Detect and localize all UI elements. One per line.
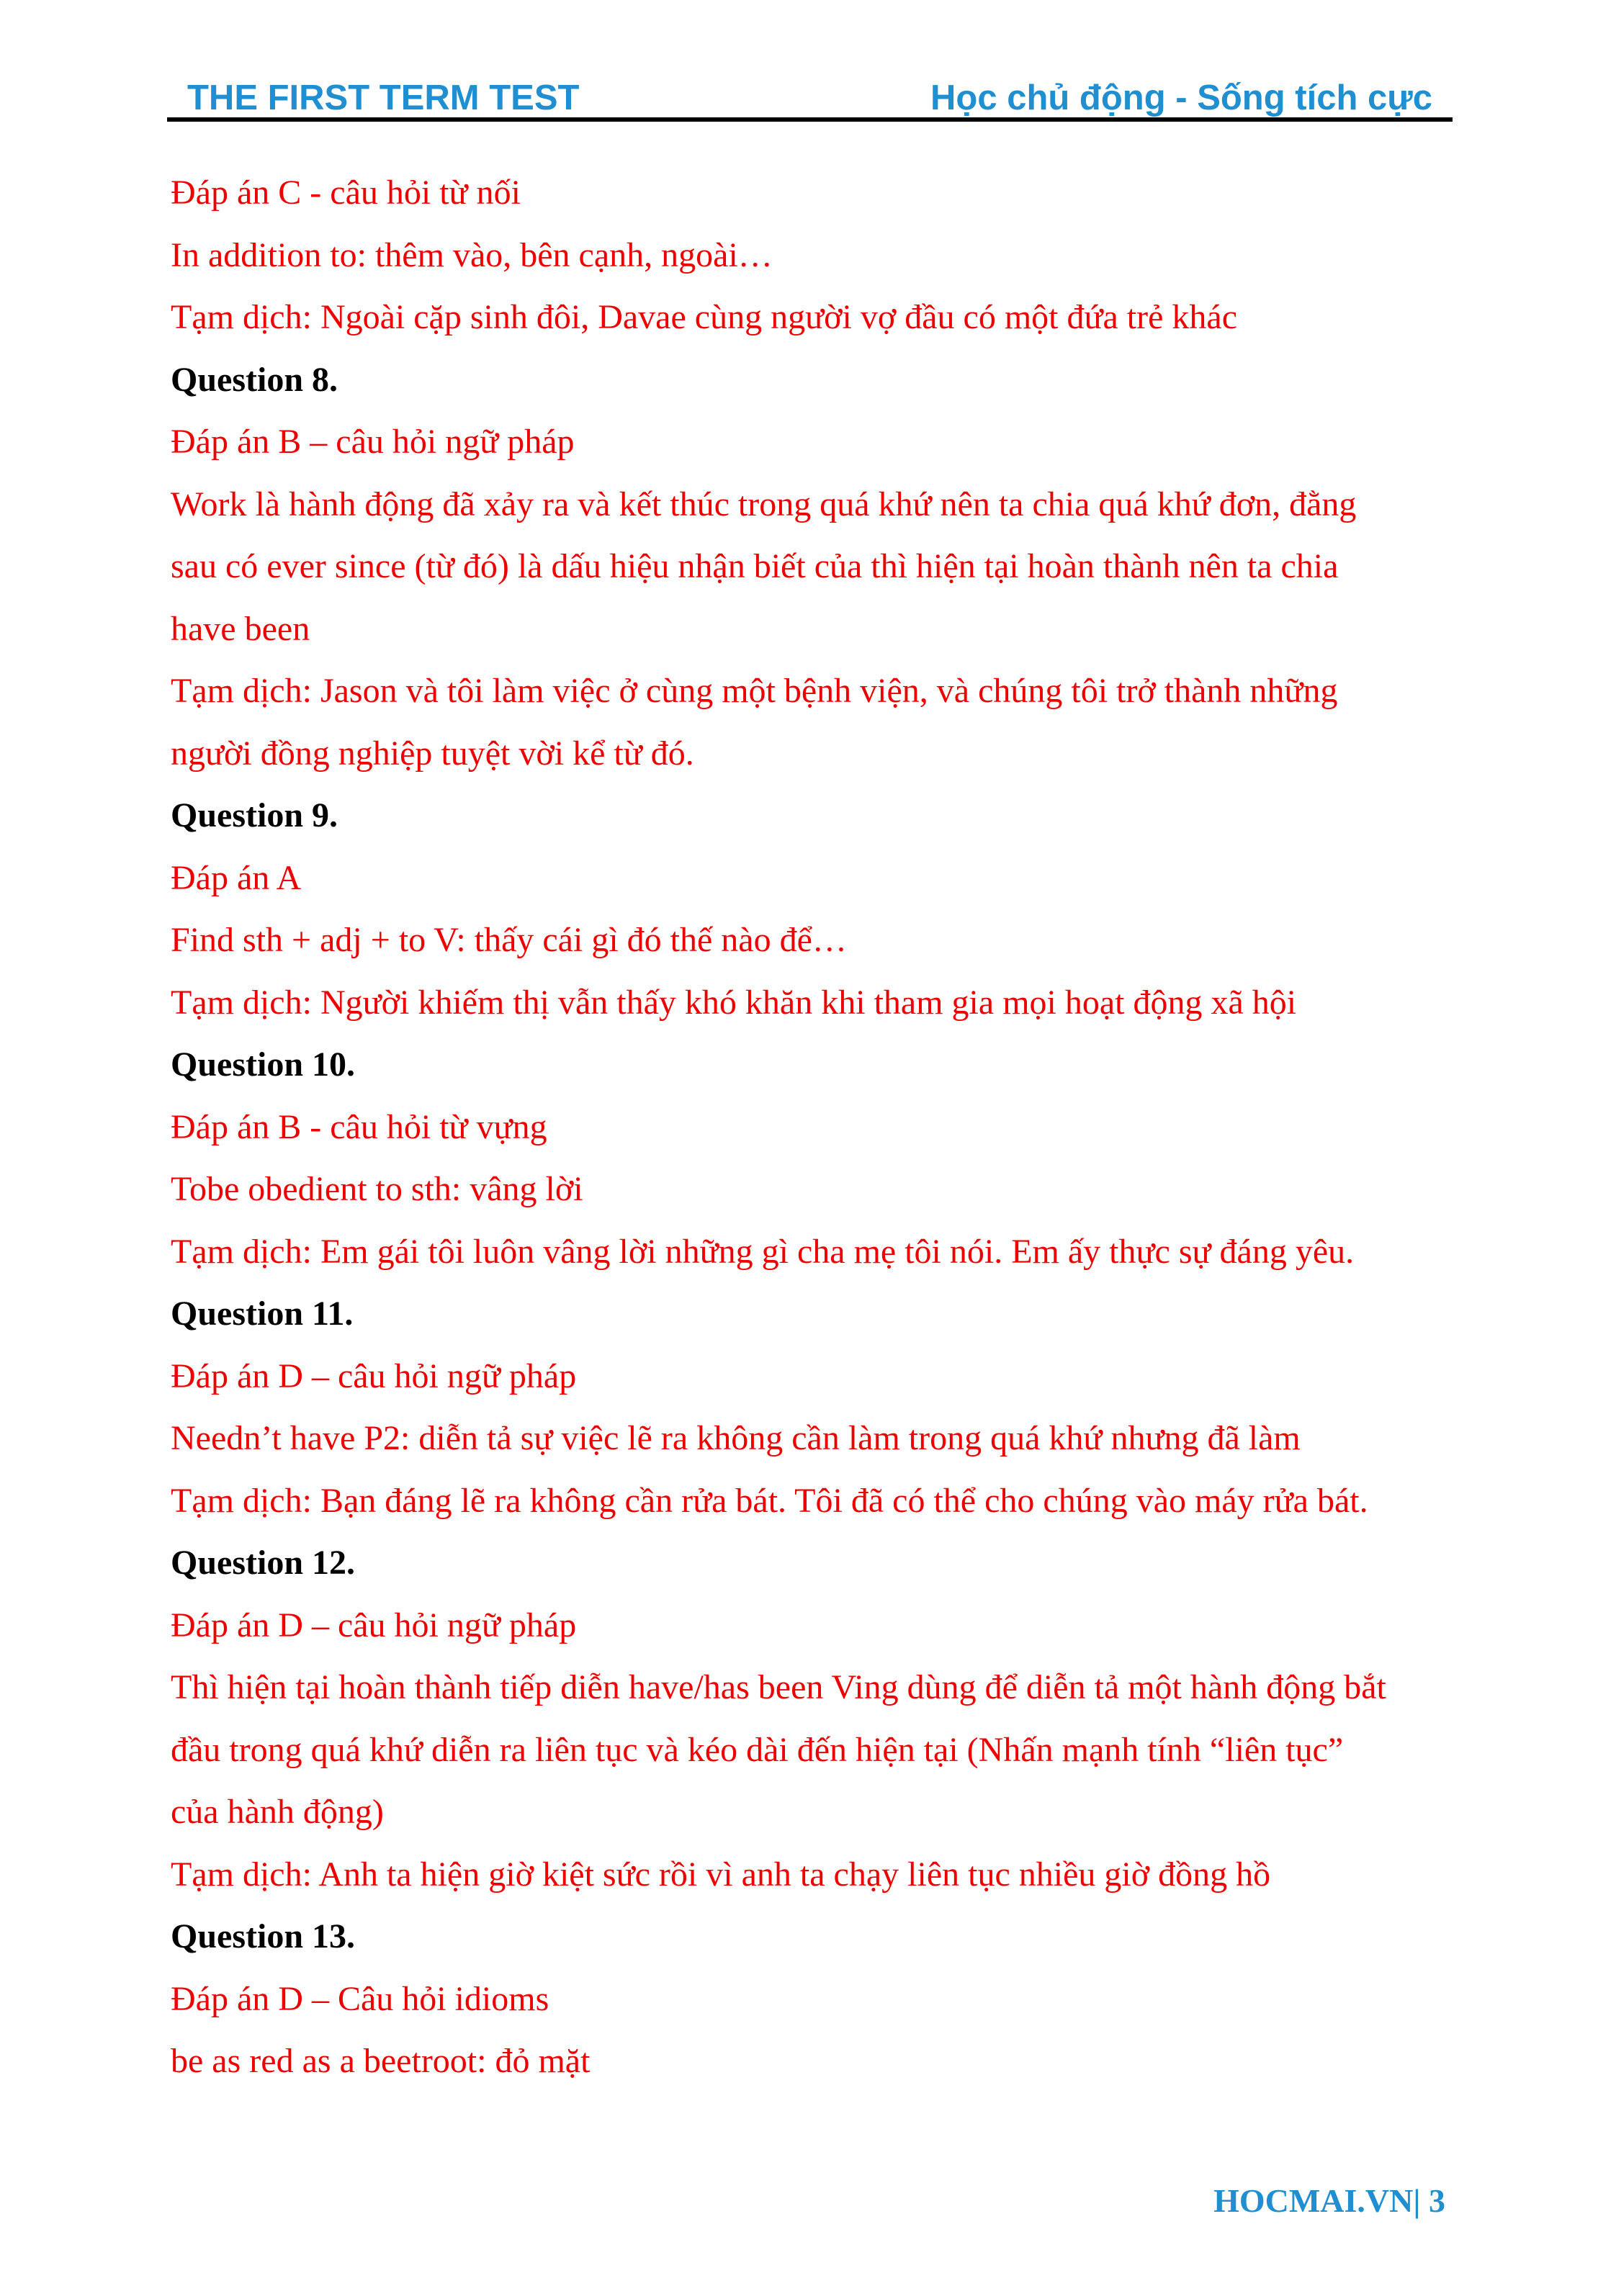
answer-line: Tobe obedient to sth: vâng lời: [171, 1170, 583, 1208]
answer-line: Đáp án D – câu hỏi ngữ pháp: [171, 1356, 577, 1395]
footer-page-label: HOCMAI.VN| 3: [1213, 2182, 1445, 2219]
answer-line: Find sth + adj + to V: thấy cái gì đó thế nào để…: [171, 921, 847, 959]
question-heading: Question 10.: [171, 1045, 356, 1084]
answer-line: Tạm dịch: Bạn đáng lẽ ra không cần rửa bát. Tôi đã có thể cho chúng vào máy rửa bát.: [171, 1481, 1368, 1520]
question-heading: Question 13.: [171, 1917, 356, 1955]
answer-line: Đáp án C - câu hỏi từ nối: [171, 174, 521, 212]
answer-line: Needn’t have P2: diễn tả sự việc lẽ ra không cần làm trong quá khứ nhưng đã làm: [171, 1419, 1301, 1457]
answer-line: người đồng nghiệp tuyệt vời kể từ đó.: [171, 734, 694, 773]
answer-line: Tạm dịch: Người khiếm thị vẫn thấy khó khăn khi tham gia mọi hoạt động xã hội: [171, 983, 1297, 1022]
answer-line: be as red as a beetroot: đỏ mặt: [171, 2042, 591, 2080]
answer-line: đầu trong quá khứ diễn ra liên tục và kéo dài đến hiện tại (Nhấn mạnh tính “liên tục”: [171, 1730, 1344, 1769]
answer-line: Thì hiện tại hoàn thành tiếp diễn have/has been Ving dùng để diễn tả một hành động bắt: [171, 1668, 1386, 1706]
answer-line: Tạm dịch: Em gái tôi luôn vâng lời những gì cha mẹ tôi nói. Em ấy thực sự đáng yêu.: [171, 1232, 1355, 1271]
answer-line: Đáp án D – Câu hỏi idioms: [171, 1979, 549, 2018]
question-heading: Question 12.: [171, 1544, 356, 1582]
answer-line: Tạm dịch: Ngoài cặp sinh đôi, Davae cùng người vợ đầu có một đứa trẻ khác: [171, 298, 1238, 336]
answer-line: Tạm dịch: Jason và tôi làm việc ở cùng một bệnh viện, và chúng tôi trở thành những: [171, 672, 1338, 710]
header-divider: [167, 117, 1453, 122]
answer-line: Đáp án D – câu hỏi ngữ pháp: [171, 1606, 577, 1644]
question-heading: Question 11.: [171, 1295, 354, 1333]
header-title-left: THE FIRST TERM TEST: [187, 78, 580, 117]
question-heading: Question 9.: [171, 796, 338, 834]
answer-key-body: [171, 162, 1453, 2093]
answer-line: Đáp án B – câu hỏi ngữ pháp: [171, 423, 575, 461]
answer-line: In addition to: thêm vào, bên cạnh, ngoài…: [171, 235, 773, 274]
question-heading: Question 8.: [171, 360, 338, 399]
header-title-right: Học chủ động - Sống tích cực: [930, 78, 1432, 117]
answer-line: sau có ever since (từ đó) là dấu hiệu nhận biết của thì hiện tại hoàn thành nên ta chia: [171, 547, 1339, 585]
answer-line: have been: [171, 609, 310, 648]
answer-line: của hành động): [171, 1793, 384, 1831]
answer-line: Đáp án B - câu hỏi từ vựng: [171, 1107, 547, 1146]
answer-line: Đáp án A: [171, 858, 302, 897]
answer-line: Work là hành động đã xảy ra và kết thúc trong quá khứ nên ta chia quá khứ đơn, đằng: [171, 485, 1357, 523]
answer-line: Tạm dịch: Anh ta hiện giờ kiệt sức rồi vì anh ta chạy liên tục nhiều giờ đồng hồ: [171, 1855, 1271, 1894]
